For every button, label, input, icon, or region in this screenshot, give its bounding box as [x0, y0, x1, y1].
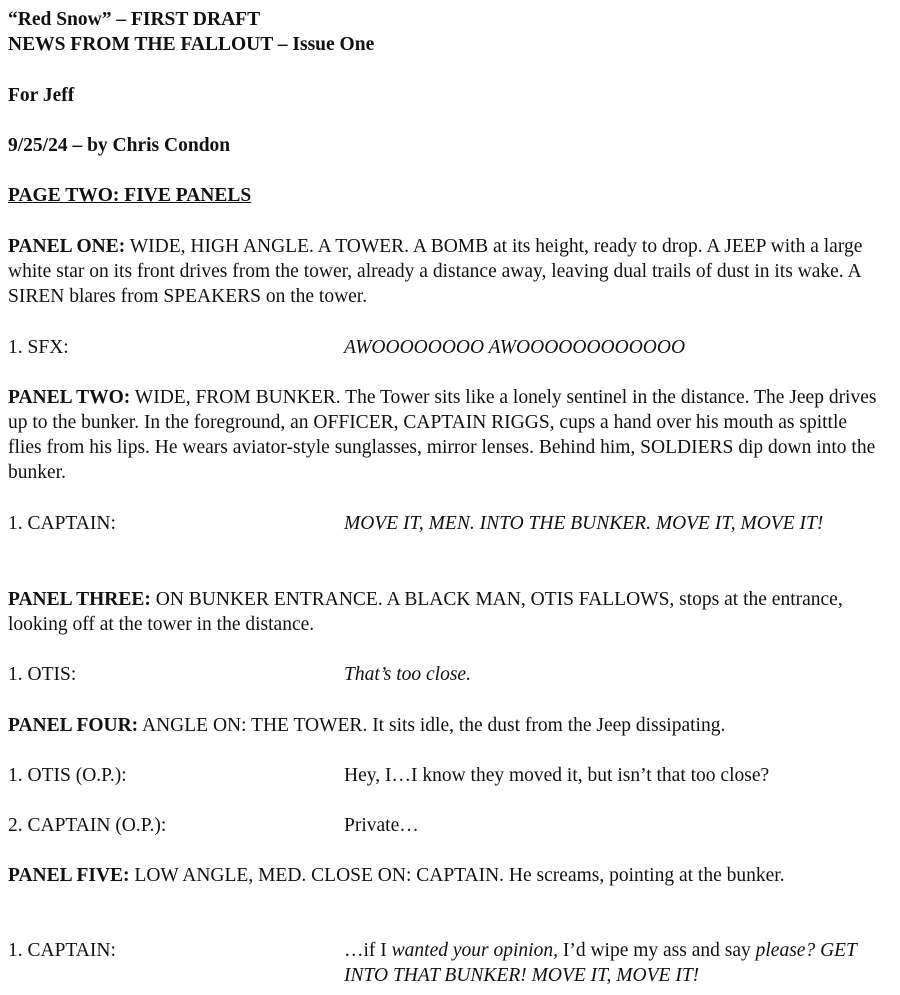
panel-text: WIDE, FROM BUNKER. The Tower sits like a lonely sentinel in the distance. The Jeep drives up to the bunker. In the foreground, an OFFICER, CAPTAIN RIGGS, cups a hand over his mouth as spittle flies from his lips. He wears aviator-style sunglasses, mirror lenses. Behind him, SOLDIERS dip down into the bunker.	[8, 387, 877, 483]
script-title: “Red Snow” – FIRST DRAFT	[8, 9, 261, 30]
dedication: For Jeff	[8, 85, 75, 106]
dialogue-cue: 2. CAPTAIN (O.P.):	[8, 815, 167, 836]
panel-label: PANEL ONE:	[8, 236, 126, 257]
dialogue-part: …if I	[344, 940, 392, 961]
panel-five-description	[8, 863, 880, 888]
dialogue-text: That’s too close.	[344, 664, 471, 685]
panel-three-description	[8, 587, 880, 637]
panel-label: PANEL THREE:	[8, 589, 151, 610]
dialogue-text: MOVE IT, MEN. INTO THE BUNKER. MOVE IT, MOVE IT!	[344, 513, 824, 534]
panel-two-description	[8, 385, 880, 485]
panel-label: PANEL FOUR:	[8, 715, 139, 736]
panel-text: ANGLE ON: THE TOWER. It sits idle, the dust from the Jeep dissipating.	[142, 715, 726, 736]
dialogue-cue: 1. OTIS:	[8, 664, 77, 685]
dialogue-cue: 1. CAPTAIN:	[8, 513, 116, 534]
dialogue-cue: 1. SFX:	[8, 337, 69, 358]
panel-label: PANEL TWO:	[8, 387, 131, 408]
dialogue-part: I’d wipe my ass and say	[557, 940, 756, 961]
panel-text: ON BUNKER ENTRANCE. A BLACK MAN, OTIS FALLOWS, stops at the entrance, looking off at the tower in the distance.	[8, 589, 843, 635]
panel-one-description	[8, 234, 880, 309]
dialogue-text: Hey, I…I know they moved it, but isn’t that too close?	[344, 765, 770, 786]
dialogue-part-italic: wanted your opinion,	[391, 940, 558, 961]
panel-text: LOW ANGLE, MED. CLOSE ON: CAPTAIN. He screams, pointing at the bunker.	[134, 865, 785, 886]
dialogue-text: AWOOOOOOOO AWOOOOOOOOOOOO	[344, 337, 686, 358]
dialogue-cue: 1. OTIS (O.P.):	[8, 765, 127, 786]
panel-label: PANEL FIVE:	[8, 865, 130, 886]
dialogue-text: Private…	[344, 815, 419, 836]
byline: 9/25/24 – by Chris Condon	[8, 135, 231, 156]
dialogue-part-italic: please? GET INTO THAT BUNKER! MOVE IT, MOVE IT!	[344, 940, 857, 986]
dialogue-cue: 1. CAPTAIN:	[8, 940, 116, 961]
page-heading: PAGE TWO: FIVE PANELS	[8, 185, 252, 206]
series-title: NEWS FROM THE FALLOUT – Issue One	[8, 34, 375, 55]
panel-four-description	[8, 713, 880, 738]
dialogue-text	[344, 938, 884, 988]
panel-text: WIDE, HIGH ANGLE. A TOWER. A BOMB at its height, ready to drop. A JEEP with a large white star on its front drives from the tower, already a distance away, leaving dual trails of dust in its wake. A SIREN blares from SPEAKERS on the tower.	[8, 236, 863, 307]
